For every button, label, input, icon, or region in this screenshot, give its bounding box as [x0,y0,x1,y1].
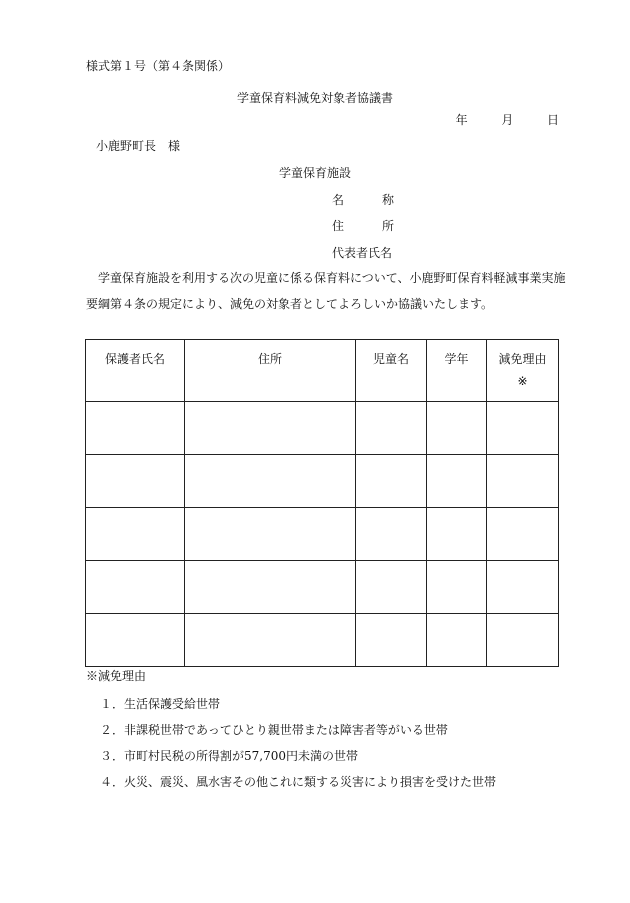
facility-name-field [332,192,394,208]
reasons-title: ※減免理由 [86,669,147,683]
date-month-label: 月 [501,113,514,127]
table-row [86,508,559,561]
form-number: 様式第１号（第４条関係） [86,59,231,73]
reason-item: ４．火災、震災、風水害その他これに類する災害により損害を受けた世帯 [100,775,497,789]
table-row [86,455,559,508]
table-header-row [86,340,559,402]
child-name-cell[interactable] [356,402,427,455]
reason-cell[interactable] [487,614,559,667]
child-name-cell[interactable] [356,561,427,614]
grade-cell[interactable] [427,614,487,667]
reason-header-mark: ※ [517,374,528,388]
guardian-name-header: 保護者氏名 [86,340,185,402]
reason-header [487,340,559,402]
grade-cell[interactable] [427,508,487,561]
child-name-cell[interactable] [356,455,427,508]
table-row [86,402,559,455]
reason-cell[interactable] [487,561,559,614]
date-year-label: 年 [455,113,468,127]
guardian-name-cell[interactable] [86,455,185,508]
body-text: 学童保育施設を利用する次の児童に係る保育料について、小鹿野町保育料軽減事業実施要綱第４条の規定により、減免の対象者としてよろしいか協議いたします。 [86,271,566,311]
table-row [86,561,559,614]
facility-name-label: 名称 [332,193,394,207]
reason-cell[interactable] [487,402,559,455]
facility-heading: 学童保育施設 [278,166,351,180]
reason-item: ３．市町村民税の所得割が57,700円未満の世帯 [100,749,358,763]
table-row [86,614,559,667]
guardian-name-cell[interactable] [86,561,185,614]
child-name-cell[interactable] [356,614,427,667]
facility-representative-field [332,245,392,261]
date-line [456,112,559,128]
address-cell[interactable] [185,508,356,561]
reason-header-label: 減免理由 [498,352,547,366]
grade-header: 学年 [427,340,487,402]
facility-representative-label: 代表者氏名 [332,246,393,260]
address-header: 住所 [185,340,356,402]
reason-cell[interactable] [487,455,559,508]
facility-address-label: 住所 [332,219,394,233]
guardian-name-cell[interactable] [86,402,185,455]
applicant-table [85,339,559,667]
address-cell[interactable] [185,614,356,667]
child-name-cell[interactable] [356,508,427,561]
guardian-name-cell[interactable] [86,508,185,561]
address-cell[interactable] [185,561,356,614]
guardian-name-cell[interactable] [86,614,185,667]
date-day-label: 日 [546,113,559,127]
facility-address-field [332,218,394,234]
addressee: 小鹿野町長 様 [96,139,181,153]
child-name-header: 児童名 [356,340,427,402]
reason-cell[interactable] [487,508,559,561]
address-cell[interactable] [185,455,356,508]
grade-cell[interactable] [427,402,487,455]
body-paragraph [86,265,566,317]
grade-cell[interactable] [427,561,487,614]
document-title: 学童保育料減免対象者協議書 [236,91,393,105]
reason-item: ２．非課税世帯であってひとり親世帯または障害者等がいる世帯 [100,723,448,737]
reason-item: １．生活保護受給世帯 [100,697,221,711]
address-cell[interactable] [185,402,356,455]
grade-cell[interactable] [427,455,487,508]
